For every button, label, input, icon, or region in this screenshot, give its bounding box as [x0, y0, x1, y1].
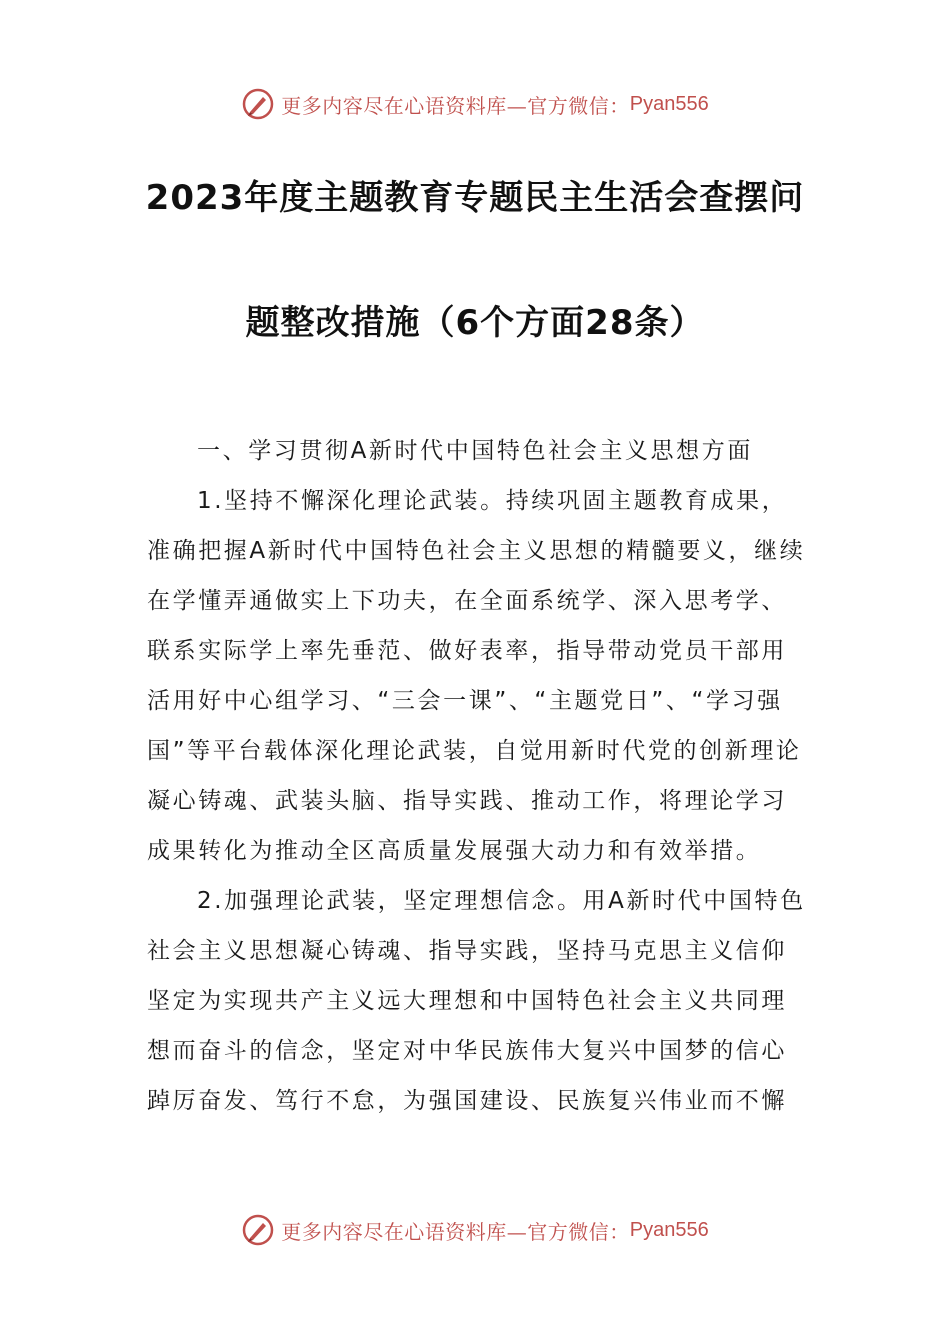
- pen-circle-icon: [241, 87, 275, 121]
- paragraph-item-1: 1.坚持不懈深化理论武装。持续巩固主题教育成果，准确把握A新时代中国特色社会主义思想的精髓要义，继续在学懂弄通做实上下功夫，在全面系统学、深入思考学、联系实际学上率先垂范、做好表率，指导带动党员干部用活用好中心组学习、“三会一课”、“主题党日”、“学习强国”等平台载体深化理论武装，自觉用新时代党的创新理论凝心铸魂、武装头脑、指导实践、推动工作，将理论学习成果转化为推动全区高质量发展强大动力和有效举措。: [147, 488, 806, 864]
- banner-text: 更多内容尽在心语资料库—官方微信：: [281, 93, 630, 118]
- header-watermark-banner: [0, 82, 950, 126]
- document-title-line-1: 2023年度主题教育专题民主生活会查摆问: [145, 178, 805, 218]
- paragraph-item-2: 2.加强理论武装，坚定理想信念。用A新时代中国特色社会主义思想凝心铸魂、指导实践，坚持马克思主义信仰坚定为实现共产主义远大理想和中国特色社会主义共同理想而奋斗的信念，坚定对中华民族伟大复兴中国梦的信心踔厉奋发、笃行不怠，为强国建设、民族复兴伟业而不懈: [147, 888, 806, 1114]
- pen-circle-icon: [241, 1213, 275, 1247]
- banner-brand: Pyan556: [629, 92, 709, 115]
- document-title-line-2: 题整改措施（6个方面28条）: [245, 303, 705, 343]
- footer-watermark-banner: [0, 1208, 950, 1252]
- banner-text: 更多内容尽在心语资料库—官方微信：: [281, 1219, 630, 1244]
- section-heading: 一、学习贯彻A新时代中国特色社会主义思想方面: [197, 438, 753, 464]
- document-body: [147, 426, 807, 1126]
- banner-brand: Pyan556: [629, 1218, 709, 1241]
